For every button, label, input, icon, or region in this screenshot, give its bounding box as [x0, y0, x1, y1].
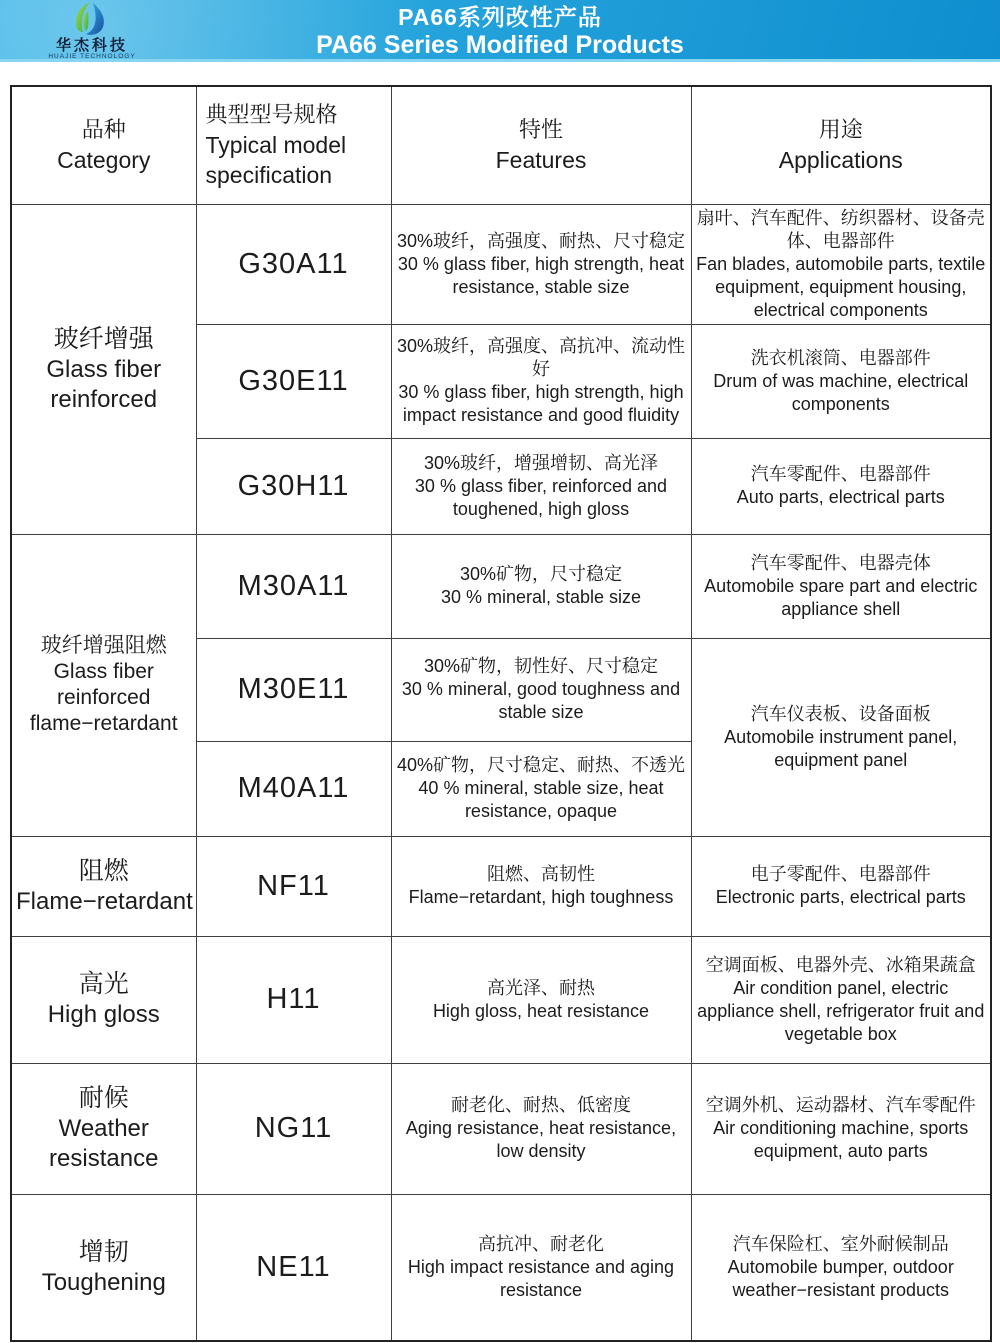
features-en: 30 % mineral, stable size	[440, 587, 642, 607]
header-applications-cell	[691, 86, 991, 204]
applications-en: Air condition panel, electric appliance shell, refrigerator fruit and vegetable box	[697, 977, 985, 1044]
applications-en: Automobile spare part and electric appliance shell	[704, 575, 978, 619]
category-en: Flame−retardant	[16, 887, 193, 915]
applications-en: Air conditioning machine, sports equipment, auto parts	[713, 1118, 969, 1161]
category-zh: 耐候	[78, 1084, 129, 1112]
model-number: M40A11	[237, 772, 350, 804]
features-cell	[391, 324, 691, 438]
header-category-cell	[11, 86, 196, 204]
header-model-en2: specification	[205, 162, 333, 189]
features-zh: 30%玻纤，高强度、耐热、尺寸稳定	[396, 230, 686, 251]
model-cell	[196, 324, 391, 438]
applications-en: Fan blades, automobile parts, textile equipment, equipment housing, electrical components	[696, 253, 986, 320]
applications-zh: 电子零配件、电器部件	[750, 864, 931, 884]
banner-titles	[0, 4, 1000, 59]
model-cell	[196, 534, 391, 638]
features-en: 30 % glass fiber, high strength, high impact resistance and good fluidity	[398, 382, 684, 425]
header-features-en: Features	[495, 147, 587, 174]
banner-title-en: PA66 Series Modified Products	[316, 31, 684, 59]
product-row-ng11	[11, 1063, 991, 1194]
category-en: Toughening	[41, 1268, 166, 1296]
header-applications-zh: 用途	[818, 117, 863, 143]
model-number: M30E11	[237, 673, 350, 705]
applications-cell-merged	[691, 638, 991, 836]
features-cell	[391, 1063, 691, 1194]
applications-zh: 洗衣机滚筒、电器部件	[750, 347, 931, 368]
applications-zh: 空调面板、电器外壳、冰箱果蔬盒	[705, 954, 976, 975]
features-zh: 耐老化、耐热、低密度	[451, 1095, 631, 1115]
applications-cell	[691, 1063, 991, 1194]
features-cell	[391, 438, 691, 534]
applications-en: Electronic parts, electrical parts	[715, 887, 966, 907]
features-en: High impact resistance and aging resistance	[407, 1256, 675, 1300]
logo-company-name: 华杰科技	[55, 37, 128, 54]
applications-zh: 汽车零配件、电器部件	[750, 464, 931, 484]
features-zh: 30%玻纤，增强增韧、高光泽	[423, 452, 659, 473]
category-zh: 玻纤增强阻燃	[40, 634, 167, 657]
features-cell	[391, 534, 691, 638]
category-zh: 玻纤增强	[53, 324, 154, 353]
applications-en: Automobile instrument panel, equipment panel	[724, 726, 958, 770]
category-en: High gloss	[47, 1001, 160, 1028]
banner-title-zh: PA66系列改性产品	[398, 4, 602, 30]
applications-zh: 汽车仪表板、设备面板	[750, 703, 931, 724]
features-cell	[391, 1194, 691, 1341]
features-zh: 高抗冲、耐老化	[478, 1233, 604, 1254]
model-cell	[196, 204, 391, 324]
model-number: H11	[266, 983, 321, 1015]
model-cell	[196, 438, 391, 534]
applications-cell	[691, 936, 991, 1063]
applications-zh: 汽车零配件、电器壳体	[750, 552, 931, 573]
header-banner	[0, 0, 1000, 62]
applications-cell	[691, 204, 991, 324]
category-cell-flame-retardant	[11, 836, 196, 936]
model-number: NF11	[257, 869, 330, 902]
features-en: 30 % mineral, good toughness and stable size	[401, 679, 681, 722]
header-category-en: Category	[57, 147, 151, 174]
product-row-h11	[11, 936, 991, 1063]
model-number: NE11	[256, 1250, 331, 1283]
features-zh: 30%矿物，韧性好、尺寸稳定	[423, 656, 659, 676]
category-en: Weather resistance	[49, 1115, 159, 1172]
model-number: NG11	[254, 1112, 333, 1144]
features-cell	[391, 204, 691, 324]
features-en: 40 % mineral, stable size, heat resistance, opaque	[418, 778, 664, 821]
features-en: Flame−retardant, high toughness	[408, 887, 674, 907]
features-en: High gloss, heat resistance	[432, 1000, 650, 1021]
features-cell	[391, 638, 691, 741]
header-model-en1: Typical model	[205, 132, 347, 159]
applications-cell	[691, 836, 991, 936]
features-en: 30 % glass fiber, high strength, heat resistance, stable size	[397, 253, 685, 297]
products-table	[10, 85, 992, 1342]
product-row-nf11	[11, 836, 991, 936]
model-number: G30H11	[237, 469, 350, 502]
header-category-zh: 品种	[81, 117, 126, 143]
header-model-zh: 典型型号规格	[205, 102, 338, 128]
features-zh: 30%矿物，尺寸稳定	[459, 564, 623, 584]
product-row-ne11	[11, 1194, 991, 1341]
category-en: Glass fiber reinforced flame−retardant	[29, 660, 178, 735]
category-zh: 阻燃	[78, 856, 129, 885]
model-cell	[196, 836, 391, 936]
category-cell-gf-flame-retardant	[11, 534, 196, 836]
features-cell	[391, 741, 691, 836]
table-header-row	[11, 86, 991, 204]
applications-cell	[691, 534, 991, 638]
features-cell	[391, 936, 691, 1063]
model-cell	[196, 1194, 391, 1341]
model-cell	[196, 638, 391, 741]
features-zh: 高光泽、耐热	[487, 977, 595, 998]
features-en: Aging resistance, heat resistance, low density	[405, 1118, 677, 1161]
products-table-wrap	[10, 85, 990, 1342]
applications-en: Drum of was machine, electrical components	[713, 370, 969, 414]
header-applications-en: Applications	[778, 147, 903, 174]
applications-zh: 空调外机、运动器材、汽车零配件	[705, 1095, 976, 1115]
product-row-m30a11	[11, 534, 991, 638]
model-number: M30A11	[237, 569, 350, 602]
features-cell	[391, 836, 691, 936]
applications-zh: 汽车保险杠、室外耐候制品	[732, 1233, 949, 1254]
model-number: G30E11	[238, 364, 349, 397]
model-cell	[196, 1063, 391, 1194]
applications-en: Auto parts, electrical parts	[736, 487, 945, 507]
applications-en: Automobile bumper, outdoor weather−resistant products	[727, 1256, 954, 1300]
header-features-zh: 特性	[518, 117, 563, 143]
model-number: G30A11	[238, 247, 349, 280]
category-cell-weather-resistance	[11, 1063, 196, 1194]
applications-cell	[691, 1194, 991, 1341]
applications-cell	[691, 438, 991, 534]
header-model-cell	[196, 86, 391, 204]
category-en: Glass fiber reinforced	[46, 355, 162, 413]
applications-zh: 扇叶、汽车配件、纺织器材、设备壳体、电器部件	[696, 207, 985, 251]
category-cell-toughening	[11, 1194, 196, 1341]
model-cell	[196, 741, 391, 836]
category-cell-high-gloss	[11, 936, 196, 1063]
logo-company-name-en: HUAJIE TECHNOLOGY	[48, 53, 136, 60]
features-zh: 40%矿物，尺寸稳定、耐热、不透光	[396, 755, 686, 775]
features-en: 30 % glass fiber, reinforced and toughened, high gloss	[414, 475, 668, 519]
category-cell-glass-fiber	[11, 204, 196, 534]
features-zh: 30%玻纤，高强度、高抗冲、流动性好	[396, 336, 686, 379]
product-row-g30a11	[11, 204, 991, 324]
model-cell	[196, 936, 391, 1063]
header-features-cell	[391, 86, 691, 204]
category-zh: 高光	[78, 970, 129, 998]
category-zh: 增韧	[78, 1237, 129, 1266]
features-zh: 阻燃、高韧性	[487, 864, 595, 884]
applications-cell	[691, 324, 991, 438]
